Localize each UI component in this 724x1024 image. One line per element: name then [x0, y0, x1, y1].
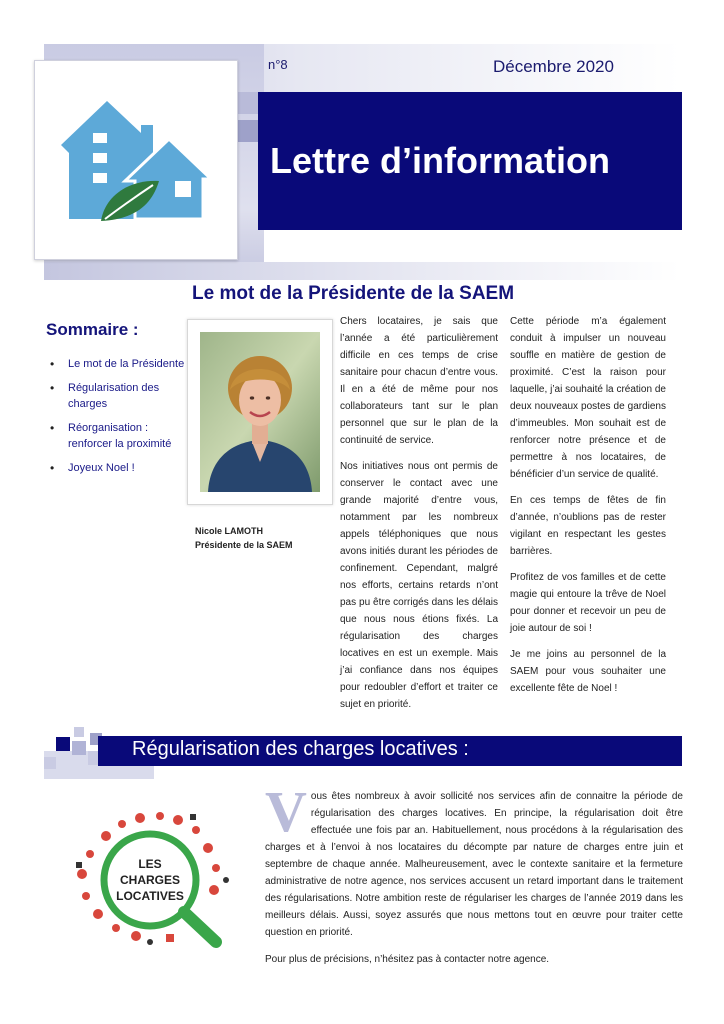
sommaire-title: Sommaire : [46, 320, 139, 339]
title-banner [258, 92, 682, 230]
charges-image-label: LOCATIVES [116, 889, 184, 903]
charges-image-label: LES [138, 857, 162, 871]
drop-cap: V [265, 779, 307, 844]
sommaire-item: • Joyeux Noel ! [46, 460, 186, 476]
sommaire-item: • Le mot de la Présidente [46, 356, 186, 372]
charges-text [265, 779, 683, 978]
president-column-2 [510, 313, 666, 706]
charges-heading-bar [98, 736, 682, 766]
paragraph: Nos initiatives nous ont permis de conserver le contact avec une grande majorité d’entre vous, notamment par les nombreux appels téléphoniques que nous avons initiés durant les périodes de confinement. Cependant, malgré nos efforts, certains retards n’ont pas pu être corrigés dans les délais que nous nous étions fixés. La régularisation des charges locatives en est un exemple. Mais j’ai confiance dans nos équipes pour redoubler d’effort et traiter ce sujet en priorité. [340, 461, 498, 710]
paragraph: En ces temps de fêtes de fin d’année, n’oublions pas de rester vigilant en respectant les gestes barrières. [510, 495, 666, 557]
paragraph-body: ous êtes nombreux à avoir sollicité nos services afin de connaitre la période de régularisation des charges locatives. En principe, la régularisation doit être effectuée une fois par an. Habituellement, nous procédons à la régularisation des charges et à l’envoi à nos locataires du décompte par nature de charges entre juin et septembre de chaque année. Malheureusement, avec le contexte sanitaire et la fermeture administrative de notre agence, nos services accusent un retard important dans le traitement des régularisations. Notre ambition reste de régulariser les charges de l’année 2019 dans les meilleurs délais. Aussi, soyez assurés que nous mettons tout en œuvre pour traiter cette question en priorité. [265, 791, 683, 938]
page-title: Lettre d’information [270, 140, 610, 181]
paragraph: Chers locataires, je sais que l’année a été particulièrement difficile en ces temps de crise sanitaire pour chacun d’entre vous. Il en a été de même pour nos collaborateurs tant sur le plan personnel que sur le plan de la continuité de service. [340, 316, 498, 446]
charges-heading: Régularisation des charges locatives : [132, 738, 469, 760]
paragraph: Pour plus de précisions, n’hésitez pas à contacter notre agence. [265, 954, 550, 965]
caption-role: Présidente de la SAEM [195, 540, 293, 550]
president-heading: Le mot de la Présidente de la SAEM [192, 283, 515, 304]
president-column-1 [340, 313, 498, 722]
house-leaf-icon [35, 61, 237, 259]
paragraph: Profitez de vos familles et de cette magie qui entoure la trêve de Noel pour donner et recevoir un peu de joie autour de soi ! [510, 572, 666, 634]
paragraph: Je me joins au personnel de la SAEM pour vous souhaiter une excellente fête de Noel ! [510, 649, 666, 694]
charges-image-label: CHARGES [119, 873, 181, 887]
sommaire-item: • Réorganisation : renforcer la proximité [46, 420, 186, 452]
header-deco-square [236, 120, 258, 142]
president-portrait-photo [200, 332, 320, 492]
header-deco-square [236, 92, 258, 114]
paragraph: Cette période m’a également conduit à impulser un nouveau souffle en matière de gestion de proximité. C’est la raison pour laquelle, j’ai souhaité la création de deux nouveaux postes de gardiens d’immeubles. Mon souhait est de renforcer notre présence et de permettre à nos locataires, de bénéficier d’un service de qualité. [510, 316, 666, 480]
caption-name: Nicole LAMOTH [195, 526, 264, 536]
president-photo [187, 319, 333, 505]
logo [34, 60, 238, 260]
paragraph [265, 779, 683, 941]
issue-number: n°8 [268, 57, 288, 72]
sommaire-item: • Régularisation des charges [46, 380, 186, 412]
issue-date: Décembre 2020 [493, 57, 614, 76]
sommaire-list [46, 356, 186, 476]
photo-caption [195, 524, 293, 552]
header-band-bottom [44, 262, 680, 280]
sommaire [46, 320, 186, 484]
charges-locatives-magnifier-icon [66, 808, 246, 948]
